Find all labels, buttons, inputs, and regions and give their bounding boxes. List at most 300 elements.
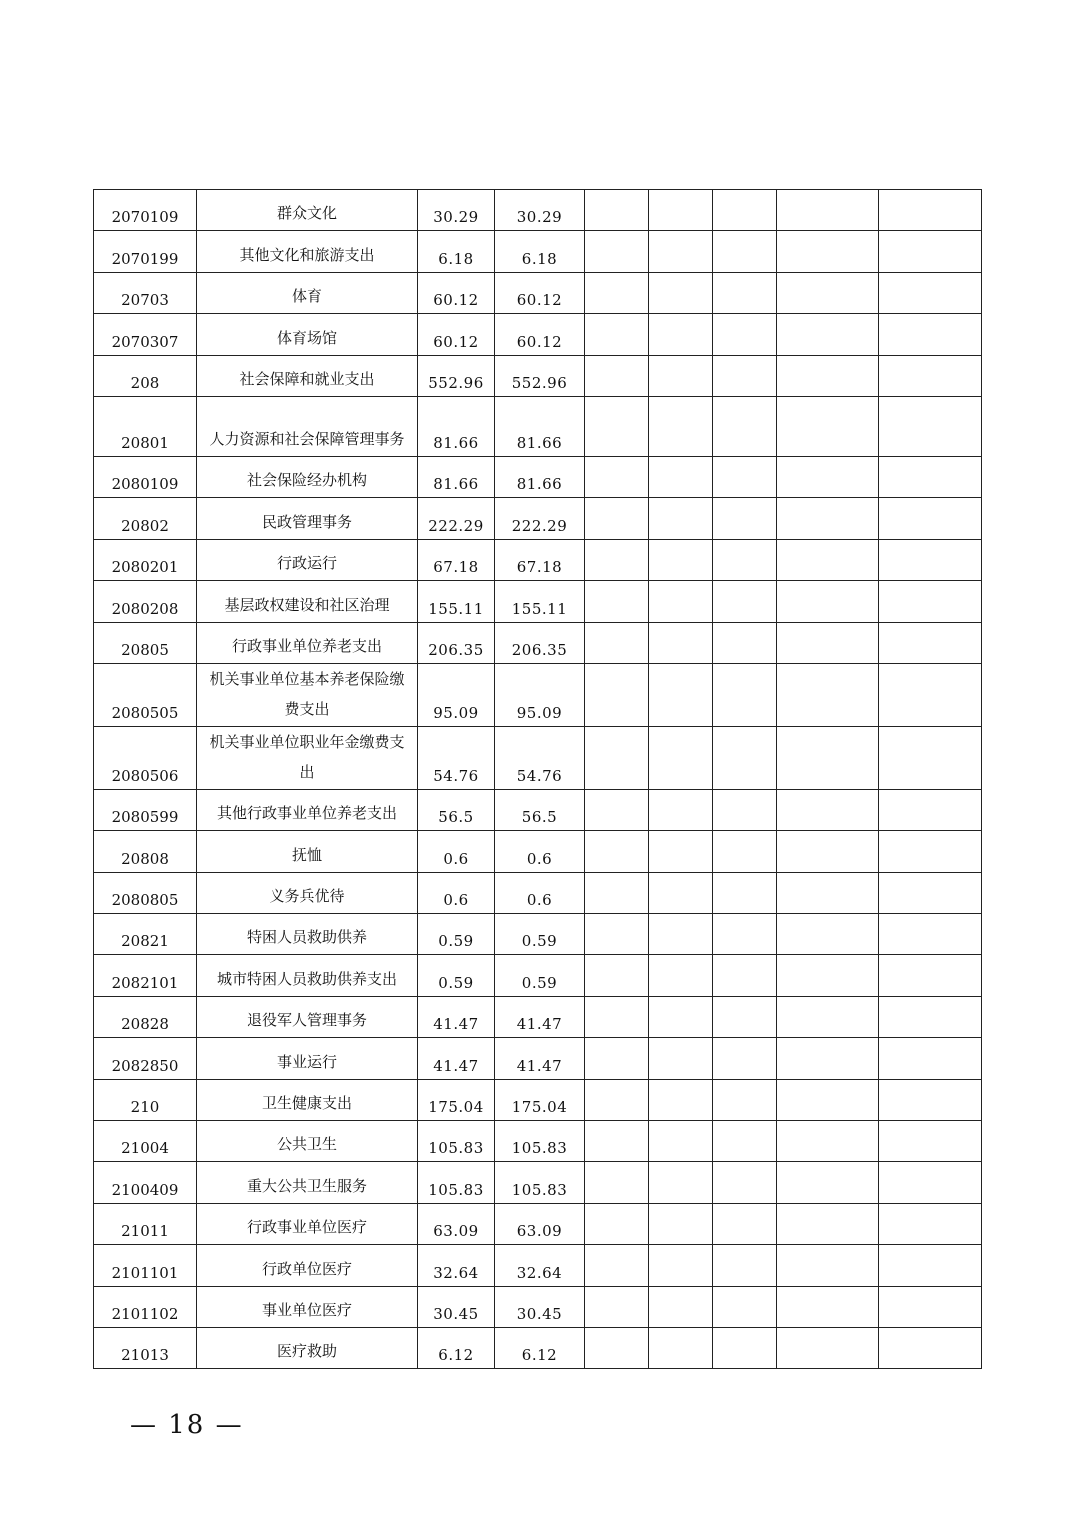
empty-cell <box>713 1038 777 1079</box>
amount-cell: 0.6 <box>495 831 585 872</box>
empty-cell <box>585 1079 649 1120</box>
empty-cell <box>649 190 713 231</box>
amount-cell: 56.5 <box>418 789 495 830</box>
empty-cell <box>777 996 879 1037</box>
amount-cell: 54.76 <box>495 726 585 789</box>
subject-name-cell <box>197 1079 418 1120</box>
empty-cell <box>777 1121 879 1162</box>
amount-cell: 81.66 <box>418 396 495 456</box>
subject-code-cell: 2080109 <box>94 456 197 497</box>
empty-cell <box>713 355 777 396</box>
empty-cell <box>777 1162 879 1203</box>
subject-name-cell <box>197 1121 418 1162</box>
amount-cell: 81.66 <box>418 456 495 497</box>
empty-cell <box>585 539 649 580</box>
empty-cell <box>649 396 713 456</box>
table-row <box>94 1079 982 1120</box>
amount-cell: 63.09 <box>495 1203 585 1244</box>
table-row <box>94 1203 982 1244</box>
table-row <box>94 831 982 872</box>
subject-code-cell: 2080805 <box>94 872 197 913</box>
table-row <box>94 498 982 539</box>
subject-code-cell: 2070199 <box>94 231 197 272</box>
empty-cell <box>879 456 982 497</box>
empty-cell <box>879 1245 982 1286</box>
subject-name-cell <box>197 272 418 313</box>
table-row <box>94 539 982 580</box>
subject-name-cell <box>197 314 418 355</box>
amount-cell: 155.11 <box>495 581 585 622</box>
empty-cell <box>649 1286 713 1327</box>
amount-cell: 0.59 <box>418 914 495 955</box>
empty-cell <box>713 1286 777 1327</box>
subject-name-text: 城市特困人员救助供养支出 <box>216 969 397 988</box>
amount-cell: 30.45 <box>418 1286 495 1327</box>
subject-code-cell: 2101101 <box>94 1245 197 1286</box>
empty-cell <box>777 872 879 913</box>
amount-cell: 81.66 <box>495 396 585 456</box>
subject-name-cell <box>197 1245 418 1286</box>
table-row <box>94 914 982 955</box>
empty-cell <box>649 581 713 622</box>
table-row <box>94 272 982 313</box>
empty-cell <box>585 831 649 872</box>
amount-cell: 41.47 <box>418 1038 495 1079</box>
amount-cell: 175.04 <box>495 1079 585 1120</box>
subject-code-cell: 20802 <box>94 498 197 539</box>
empty-cell <box>713 955 777 996</box>
subject-code-cell: 2082850 <box>94 1038 197 1079</box>
empty-cell <box>649 1327 713 1368</box>
table-row <box>94 1245 982 1286</box>
empty-cell <box>585 789 649 830</box>
empty-cell <box>649 1162 713 1203</box>
subject-code-cell: 2080201 <box>94 539 197 580</box>
empty-cell <box>649 456 713 497</box>
empty-cell <box>777 231 879 272</box>
subject-name-cell <box>197 355 418 396</box>
table-row <box>94 1121 982 1162</box>
empty-cell <box>777 355 879 396</box>
table-row <box>94 231 982 272</box>
empty-cell <box>713 1121 777 1162</box>
subject-name-text: 人力资源和社会保障管理事务 <box>209 429 405 448</box>
empty-cell <box>713 831 777 872</box>
empty-cell <box>879 272 982 313</box>
empty-cell <box>879 955 982 996</box>
amount-cell: 222.29 <box>418 498 495 539</box>
subject-code-cell: 2082101 <box>94 955 197 996</box>
empty-cell <box>585 663 649 726</box>
table-row <box>94 1327 982 1368</box>
empty-cell <box>585 1245 649 1286</box>
amount-cell: 30.29 <box>495 190 585 231</box>
subject-code-cell: 20703 <box>94 272 197 313</box>
subject-name-text: 其他行政事业单位养老支出 <box>216 804 397 823</box>
subject-name-text: 社会保障和就业支出 <box>239 369 375 388</box>
amount-cell: 63.09 <box>418 1203 495 1244</box>
subject-code-cell: 208 <box>94 355 197 396</box>
amount-cell: 0.59 <box>418 955 495 996</box>
empty-cell <box>879 1286 982 1327</box>
empty-cell <box>879 314 982 355</box>
empty-cell <box>585 581 649 622</box>
empty-cell <box>713 663 777 726</box>
amount-cell: 155.11 <box>418 581 495 622</box>
amount-cell: 60.12 <box>495 314 585 355</box>
empty-cell <box>879 498 982 539</box>
empty-cell <box>713 1162 777 1203</box>
amount-cell: 32.64 <box>418 1245 495 1286</box>
empty-cell <box>585 726 649 789</box>
subject-code-cell: 2080505 <box>94 663 197 726</box>
table-body <box>94 190 982 1369</box>
table-row <box>94 456 982 497</box>
empty-cell <box>777 1079 879 1120</box>
amount-cell: 81.66 <box>495 456 585 497</box>
empty-cell <box>777 190 879 231</box>
subject-name-text: 基层政权建设和社区治理 <box>224 595 390 614</box>
table-row <box>94 663 982 726</box>
subject-name-text: 抚恤 <box>291 845 322 864</box>
empty-cell <box>585 1286 649 1327</box>
empty-cell <box>879 831 982 872</box>
empty-cell <box>879 1079 982 1120</box>
table-row <box>94 1286 982 1327</box>
empty-cell <box>777 726 879 789</box>
empty-cell <box>777 396 879 456</box>
subject-name-text: 义务兵优待 <box>269 887 345 906</box>
subject-name-text: 行政运行 <box>276 554 337 573</box>
subject-code-cell: 21004 <box>94 1121 197 1162</box>
empty-cell <box>713 581 777 622</box>
empty-cell <box>585 1162 649 1203</box>
empty-cell <box>713 996 777 1037</box>
table-row <box>94 622 982 663</box>
empty-cell <box>713 789 777 830</box>
subject-name-text: 机关事业单位基本养老保险缴费支出 <box>209 669 405 718</box>
empty-cell <box>649 539 713 580</box>
amount-cell: 0.6 <box>495 872 585 913</box>
subject-name-cell <box>197 581 418 622</box>
empty-cell <box>585 498 649 539</box>
empty-cell <box>879 872 982 913</box>
empty-cell <box>649 231 713 272</box>
subject-name-text: 体育 <box>291 287 322 306</box>
amount-cell: 0.59 <box>495 914 585 955</box>
empty-cell <box>713 622 777 663</box>
amount-cell: 67.18 <box>495 539 585 580</box>
amount-cell: 41.47 <box>495 996 585 1037</box>
amount-cell: 30.29 <box>418 190 495 231</box>
subject-name-cell <box>197 396 418 456</box>
subject-name-text: 群众文化 <box>276 204 337 223</box>
subject-name-text: 体育场馆 <box>276 328 337 347</box>
amount-cell: 95.09 <box>495 663 585 726</box>
empty-cell <box>585 872 649 913</box>
empty-cell <box>649 914 713 955</box>
empty-cell <box>585 1038 649 1079</box>
empty-cell <box>777 1327 879 1368</box>
empty-cell <box>879 355 982 396</box>
empty-cell <box>649 1079 713 1120</box>
subject-code-cell: 20805 <box>94 622 197 663</box>
page-number: — 18 — <box>130 1410 244 1440</box>
empty-cell <box>777 789 879 830</box>
amount-cell: 95.09 <box>418 663 495 726</box>
empty-cell <box>585 456 649 497</box>
amount-cell: 56.5 <box>495 789 585 830</box>
subject-name-text: 特困人员救助供养 <box>246 928 367 947</box>
empty-cell <box>585 396 649 456</box>
amount-cell: 105.83 <box>418 1162 495 1203</box>
subject-name-text: 事业运行 <box>276 1052 337 1071</box>
empty-cell <box>585 314 649 355</box>
amount-cell: 0.6 <box>418 872 495 913</box>
empty-cell <box>777 622 879 663</box>
empty-cell <box>649 663 713 726</box>
subject-name-text: 卫生健康支出 <box>261 1094 352 1113</box>
empty-cell <box>585 1203 649 1244</box>
empty-cell <box>649 622 713 663</box>
empty-cell <box>713 1203 777 1244</box>
amount-cell: 67.18 <box>418 539 495 580</box>
empty-cell <box>879 726 982 789</box>
subject-name-cell <box>197 872 418 913</box>
subject-code-cell: 2080208 <box>94 581 197 622</box>
table-row <box>94 314 982 355</box>
amount-cell: 175.04 <box>418 1079 495 1120</box>
empty-cell <box>713 872 777 913</box>
amount-cell: 105.83 <box>495 1162 585 1203</box>
empty-cell <box>649 1038 713 1079</box>
subject-code-cell: 21013 <box>94 1327 197 1368</box>
empty-cell <box>649 789 713 830</box>
amount-cell: 105.83 <box>495 1121 585 1162</box>
empty-cell <box>585 1327 649 1368</box>
amount-cell: 30.45 <box>495 1286 585 1327</box>
subject-code-cell: 20801 <box>94 396 197 456</box>
subject-code-cell: 2080506 <box>94 726 197 789</box>
amount-cell: 206.35 <box>495 622 585 663</box>
empty-cell <box>585 914 649 955</box>
empty-cell <box>649 726 713 789</box>
subject-name-cell <box>197 831 418 872</box>
amount-cell: 32.64 <box>495 1245 585 1286</box>
empty-cell <box>585 955 649 996</box>
empty-cell <box>585 996 649 1037</box>
empty-cell <box>649 831 713 872</box>
empty-cell <box>777 314 879 355</box>
subject-name-cell <box>197 914 418 955</box>
subject-name-cell <box>197 1162 418 1203</box>
subject-name-cell <box>197 1038 418 1079</box>
empty-cell <box>777 581 879 622</box>
empty-cell <box>585 190 649 231</box>
amount-cell: 41.47 <box>418 996 495 1037</box>
empty-cell <box>713 498 777 539</box>
empty-cell <box>879 539 982 580</box>
subject-name-text: 重大公共卫生服务 <box>246 1176 367 1195</box>
empty-cell <box>777 1245 879 1286</box>
subject-name-cell <box>197 622 418 663</box>
subject-code-cell: 210 <box>94 1079 197 1120</box>
subject-name-text: 民政管理事务 <box>261 512 352 531</box>
subject-code-cell: 21011 <box>94 1203 197 1244</box>
subject-name-cell <box>197 996 418 1037</box>
empty-cell <box>777 914 879 955</box>
empty-cell <box>713 396 777 456</box>
empty-cell <box>649 498 713 539</box>
subject-name-text: 事业单位医疗 <box>261 1300 352 1319</box>
empty-cell <box>777 272 879 313</box>
empty-cell <box>777 1038 879 1079</box>
table-row <box>94 955 982 996</box>
subject-code-cell: 2080599 <box>94 789 197 830</box>
subject-code-cell: 2100409 <box>94 1162 197 1203</box>
empty-cell <box>777 1286 879 1327</box>
empty-cell <box>585 231 649 272</box>
subject-name-text: 退役军人管理事务 <box>246 1011 367 1030</box>
subject-code-cell: 20821 <box>94 914 197 955</box>
amount-cell: 41.47 <box>495 1038 585 1079</box>
table-row <box>94 1162 982 1203</box>
empty-cell <box>713 726 777 789</box>
empty-cell <box>879 396 982 456</box>
table-row <box>94 996 982 1037</box>
subject-name-cell <box>197 1286 418 1327</box>
empty-cell <box>713 1245 777 1286</box>
empty-cell <box>585 355 649 396</box>
empty-cell <box>879 996 982 1037</box>
empty-cell <box>649 1245 713 1286</box>
subject-code-cell: 2070307 <box>94 314 197 355</box>
subject-code-cell: 20828 <box>94 996 197 1037</box>
amount-cell: 60.12 <box>418 314 495 355</box>
empty-cell <box>879 581 982 622</box>
amount-cell: 552.96 <box>495 355 585 396</box>
amount-cell: 0.59 <box>495 955 585 996</box>
amount-cell: 6.12 <box>495 1327 585 1368</box>
empty-cell <box>879 789 982 830</box>
amount-cell: 60.12 <box>495 272 585 313</box>
subject-name-text: 行政单位医疗 <box>261 1259 352 1278</box>
subject-name-cell <box>197 1203 418 1244</box>
empty-cell <box>879 1162 982 1203</box>
table-row <box>94 190 982 231</box>
empty-cell <box>777 663 879 726</box>
empty-cell <box>879 1038 982 1079</box>
empty-cell <box>713 1079 777 1120</box>
table-row <box>94 355 982 396</box>
subject-name-cell <box>197 498 418 539</box>
amount-cell: 54.76 <box>418 726 495 789</box>
amount-cell: 0.6 <box>418 831 495 872</box>
empty-cell <box>777 955 879 996</box>
subject-name-cell <box>197 789 418 830</box>
empty-cell <box>713 272 777 313</box>
table-row <box>94 1038 982 1079</box>
amount-cell: 6.12 <box>418 1327 495 1368</box>
empty-cell <box>777 831 879 872</box>
empty-cell <box>879 914 982 955</box>
amount-cell: 206.35 <box>418 622 495 663</box>
empty-cell <box>879 190 982 231</box>
subject-name-text: 医疗救助 <box>276 1342 337 1361</box>
empty-cell <box>649 1121 713 1162</box>
subject-name-cell <box>197 1327 418 1368</box>
subject-name-cell <box>197 663 418 726</box>
subject-name-cell <box>197 190 418 231</box>
subject-name-text: 公共卫生 <box>276 1135 337 1154</box>
empty-cell <box>879 663 982 726</box>
empty-cell <box>713 190 777 231</box>
empty-cell <box>585 272 649 313</box>
empty-cell <box>713 539 777 580</box>
table-row <box>94 726 982 789</box>
subject-name-text: 其他文化和旅游支出 <box>239 245 375 264</box>
empty-cell <box>585 622 649 663</box>
empty-cell <box>879 622 982 663</box>
subject-name-cell <box>197 456 418 497</box>
table-row <box>94 789 982 830</box>
subject-code-cell: 2101102 <box>94 1286 197 1327</box>
empty-cell <box>713 1327 777 1368</box>
empty-cell <box>649 1203 713 1244</box>
amount-cell: 552.96 <box>418 355 495 396</box>
amount-cell: 6.18 <box>495 231 585 272</box>
empty-cell <box>649 996 713 1037</box>
budget-table <box>93 189 982 1369</box>
subject-name-text: 机关事业单位职业年金缴费支出 <box>209 732 405 781</box>
empty-cell <box>713 456 777 497</box>
empty-cell <box>649 955 713 996</box>
empty-cell <box>879 1327 982 1368</box>
subject-name-text: 行政事业单位养老支出 <box>231 636 382 655</box>
empty-cell <box>777 539 879 580</box>
subject-name-cell <box>197 726 418 789</box>
empty-cell <box>879 1203 982 1244</box>
amount-cell: 6.18 <box>418 231 495 272</box>
empty-cell <box>649 272 713 313</box>
empty-cell <box>585 1121 649 1162</box>
amount-cell: 60.12 <box>418 272 495 313</box>
empty-cell <box>649 872 713 913</box>
empty-cell <box>649 314 713 355</box>
empty-cell <box>777 456 879 497</box>
empty-cell <box>879 1121 982 1162</box>
subject-name-cell <box>197 955 418 996</box>
subject-name-cell <box>197 231 418 272</box>
empty-cell <box>713 914 777 955</box>
empty-cell <box>649 355 713 396</box>
empty-cell <box>879 231 982 272</box>
empty-cell <box>713 314 777 355</box>
empty-cell <box>777 498 879 539</box>
table-row <box>94 396 982 456</box>
empty-cell <box>777 1203 879 1244</box>
amount-cell: 222.29 <box>495 498 585 539</box>
empty-cell <box>713 231 777 272</box>
subject-name-cell <box>197 539 418 580</box>
subject-code-cell: 20808 <box>94 831 197 872</box>
table-row <box>94 872 982 913</box>
subject-code-cell: 2070109 <box>94 190 197 231</box>
subject-name-text: 行政事业单位医疗 <box>246 1218 367 1237</box>
table-row <box>94 581 982 622</box>
subject-name-text: 社会保险经办机构 <box>246 471 367 490</box>
amount-cell: 105.83 <box>418 1121 495 1162</box>
